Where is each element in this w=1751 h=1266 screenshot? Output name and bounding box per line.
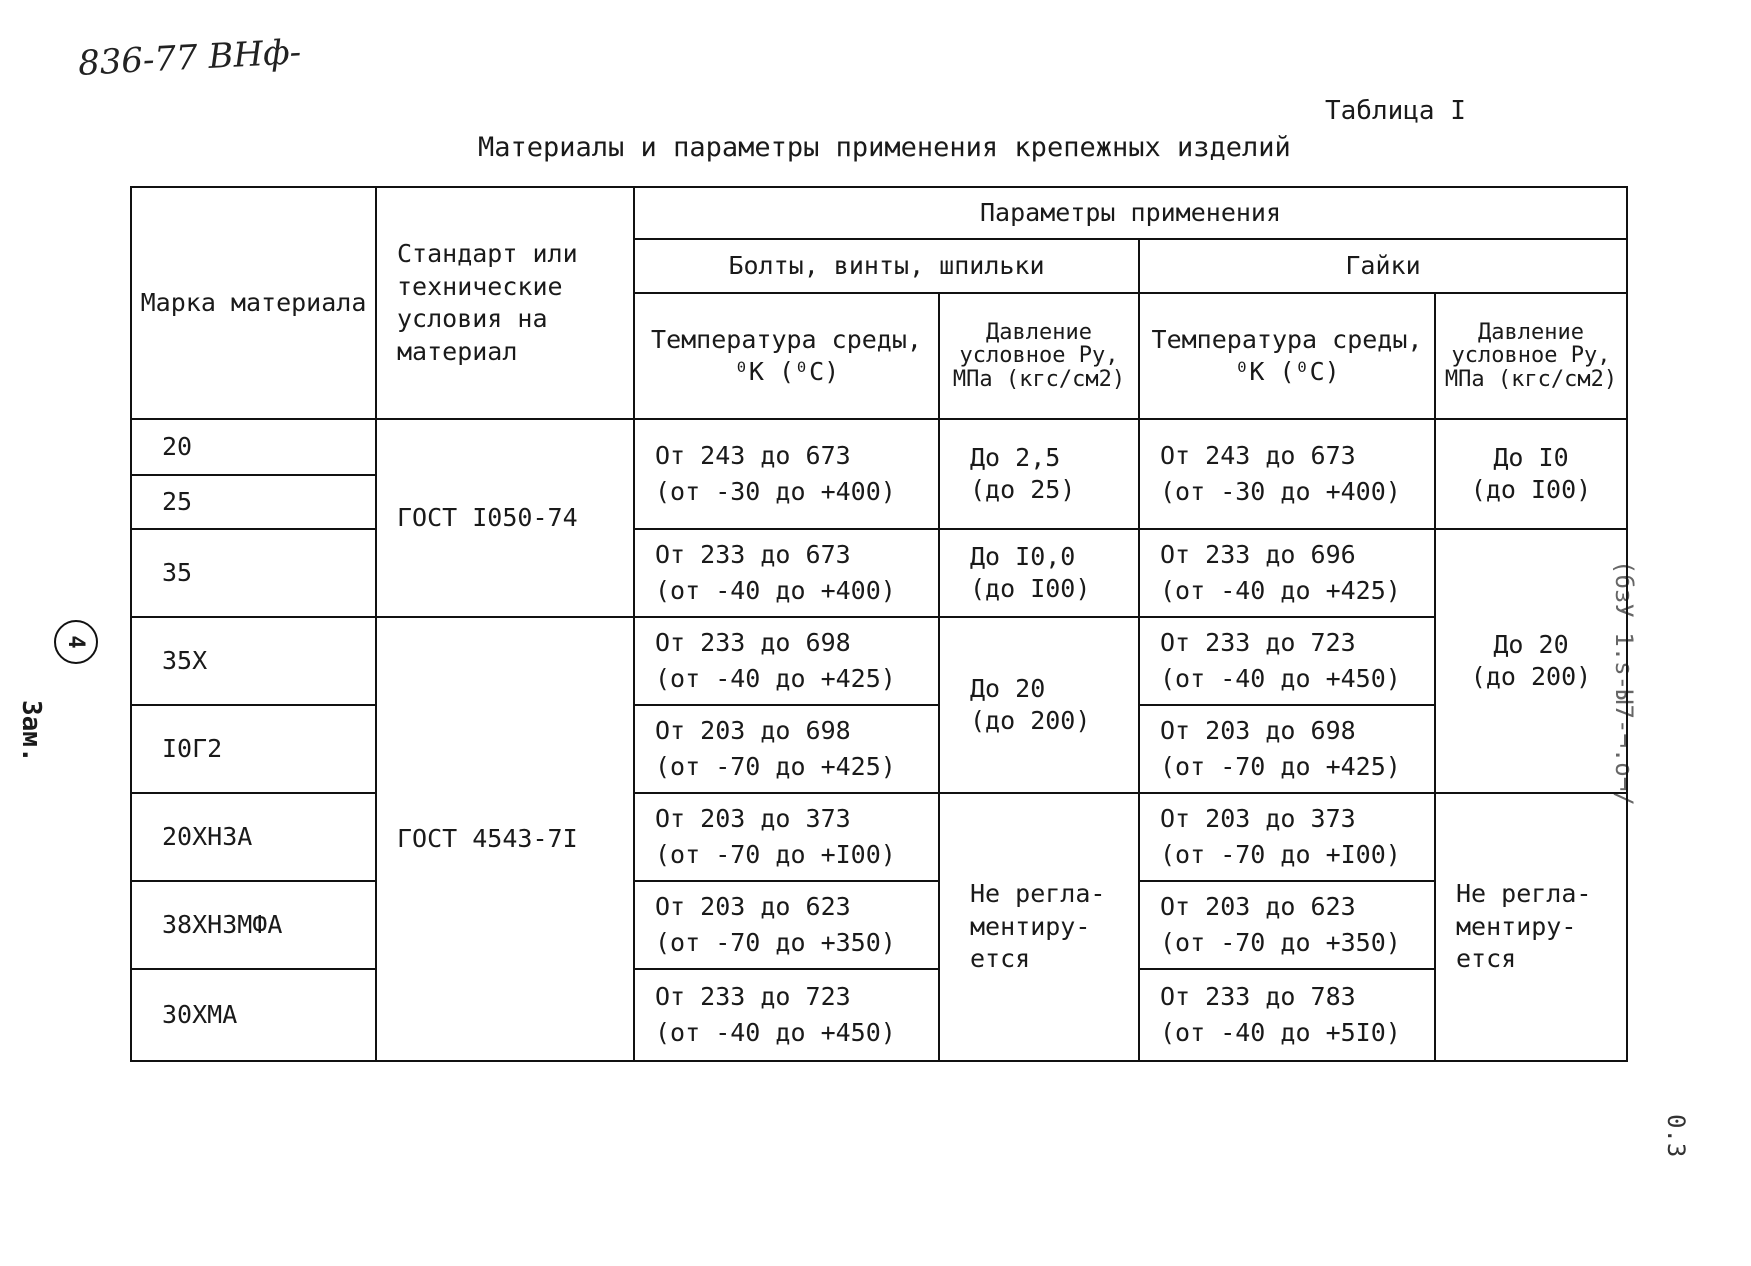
header-standard: Стандарт или технические условия на материал <box>376 187 634 419</box>
grade-cell: I0Г2 <box>131 705 376 793</box>
grade-cell: 30ХМА <box>131 969 376 1061</box>
bolt-pressure-cell: До 2,5 (до 25) <box>939 419 1139 529</box>
margin-code: (бзУ 1.ѕ-Ы7-¬.о¬/ <box>1610 560 1638 806</box>
header-bolt-pressure: Давление условное Ру, МПа (кгс/см2) <box>939 293 1139 419</box>
nut-temp-cell: От 233 до 783 (от -40 до +5I0) <box>1139 969 1435 1061</box>
nut-temp-cell: От 203 до 623 (от -70 до +350) <box>1139 881 1435 969</box>
header-nut-temp: Температура среды, ⁰К (⁰С) <box>1139 293 1435 419</box>
bolt-temp-cell: От 233 до 673 (от -40 до +400) <box>634 529 939 617</box>
nut-pressure-cell: До 20 (до 200) <box>1435 529 1627 793</box>
revision-stamp <box>16 600 118 800</box>
nut-temp-cell: От 203 до 698 (от -70 до +425) <box>1139 705 1435 793</box>
nut-temp-cell: От 203 до 373 (от -70 до +I00) <box>1139 793 1435 881</box>
grade-cell: 35 <box>131 529 376 617</box>
bolt-pressure-cell: Не регла- ментиру- ется <box>939 793 1139 1061</box>
bolt-temp-cell: От 203 до 698 (от -70 до +425) <box>634 705 939 793</box>
bolt-temp-cell: От 233 до 723 (от -40 до +450) <box>634 969 939 1061</box>
bolt-temp-cell: От 203 до 373 (от -70 до +I00) <box>634 793 939 881</box>
header-bolts: Болты, винты, шпильки <box>634 239 1139 293</box>
nut-temp-cell: От 243 до 673 (от -30 до +400) <box>1139 419 1435 529</box>
revision-label: Зам. <box>16 700 46 763</box>
materials-table <box>130 186 1628 1062</box>
standard-cell: ГОСТ 4543-7I <box>376 617 634 1061</box>
grade-cell: 38ХН3МФА <box>131 881 376 969</box>
bolt-temp-cell: От 243 до 673 (от -30 до +400) <box>634 419 939 529</box>
grade-cell: 20ХН3А <box>131 793 376 881</box>
header-nut-pressure: Давление условное Ру, МПа (кгс/см2) <box>1435 293 1627 419</box>
grade-cell: 25 <box>131 475 376 529</box>
standard-cell: ГОСТ I050-74 <box>376 419 634 617</box>
grade-cell: 35Х <box>131 617 376 705</box>
page-number: 0.3 <box>1662 1114 1690 1158</box>
header-params: Параметры применения <box>634 187 1627 239</box>
bolt-pressure-cell: До 20 (до 200) <box>939 617 1139 793</box>
bolt-temp-cell: От 233 до 698 (от -40 до +425) <box>634 617 939 705</box>
nut-temp-cell: От 233 до 723 (от -40 до +450) <box>1139 617 1435 705</box>
table-number: Таблица I <box>1325 96 1466 126</box>
header-bolt-temp: Температура среды, ⁰К (⁰С) <box>634 293 939 419</box>
revision-number: 4 <box>54 620 98 664</box>
nut-pressure-cell: До I0 (до I00) <box>1435 419 1627 529</box>
nut-temp-cell: От 233 до 696 (от -40 до +425) <box>1139 529 1435 617</box>
bolt-temp-cell: От 203 до 623 (от -70 до +350) <box>634 881 939 969</box>
nut-pressure-cell: Не регла- ментиру- ется <box>1435 793 1627 1061</box>
header-nuts: Гайки <box>1139 239 1627 293</box>
page-title: Материалы и параметры применения крепежных изделий <box>478 132 1291 163</box>
grade-cell: 20 <box>131 419 376 475</box>
handwritten-note: 836-77 ВНф- <box>77 32 303 84</box>
bolt-pressure-cell: До I0,0 (до I00) <box>939 529 1139 617</box>
header-grade: Марка материала <box>131 187 376 419</box>
